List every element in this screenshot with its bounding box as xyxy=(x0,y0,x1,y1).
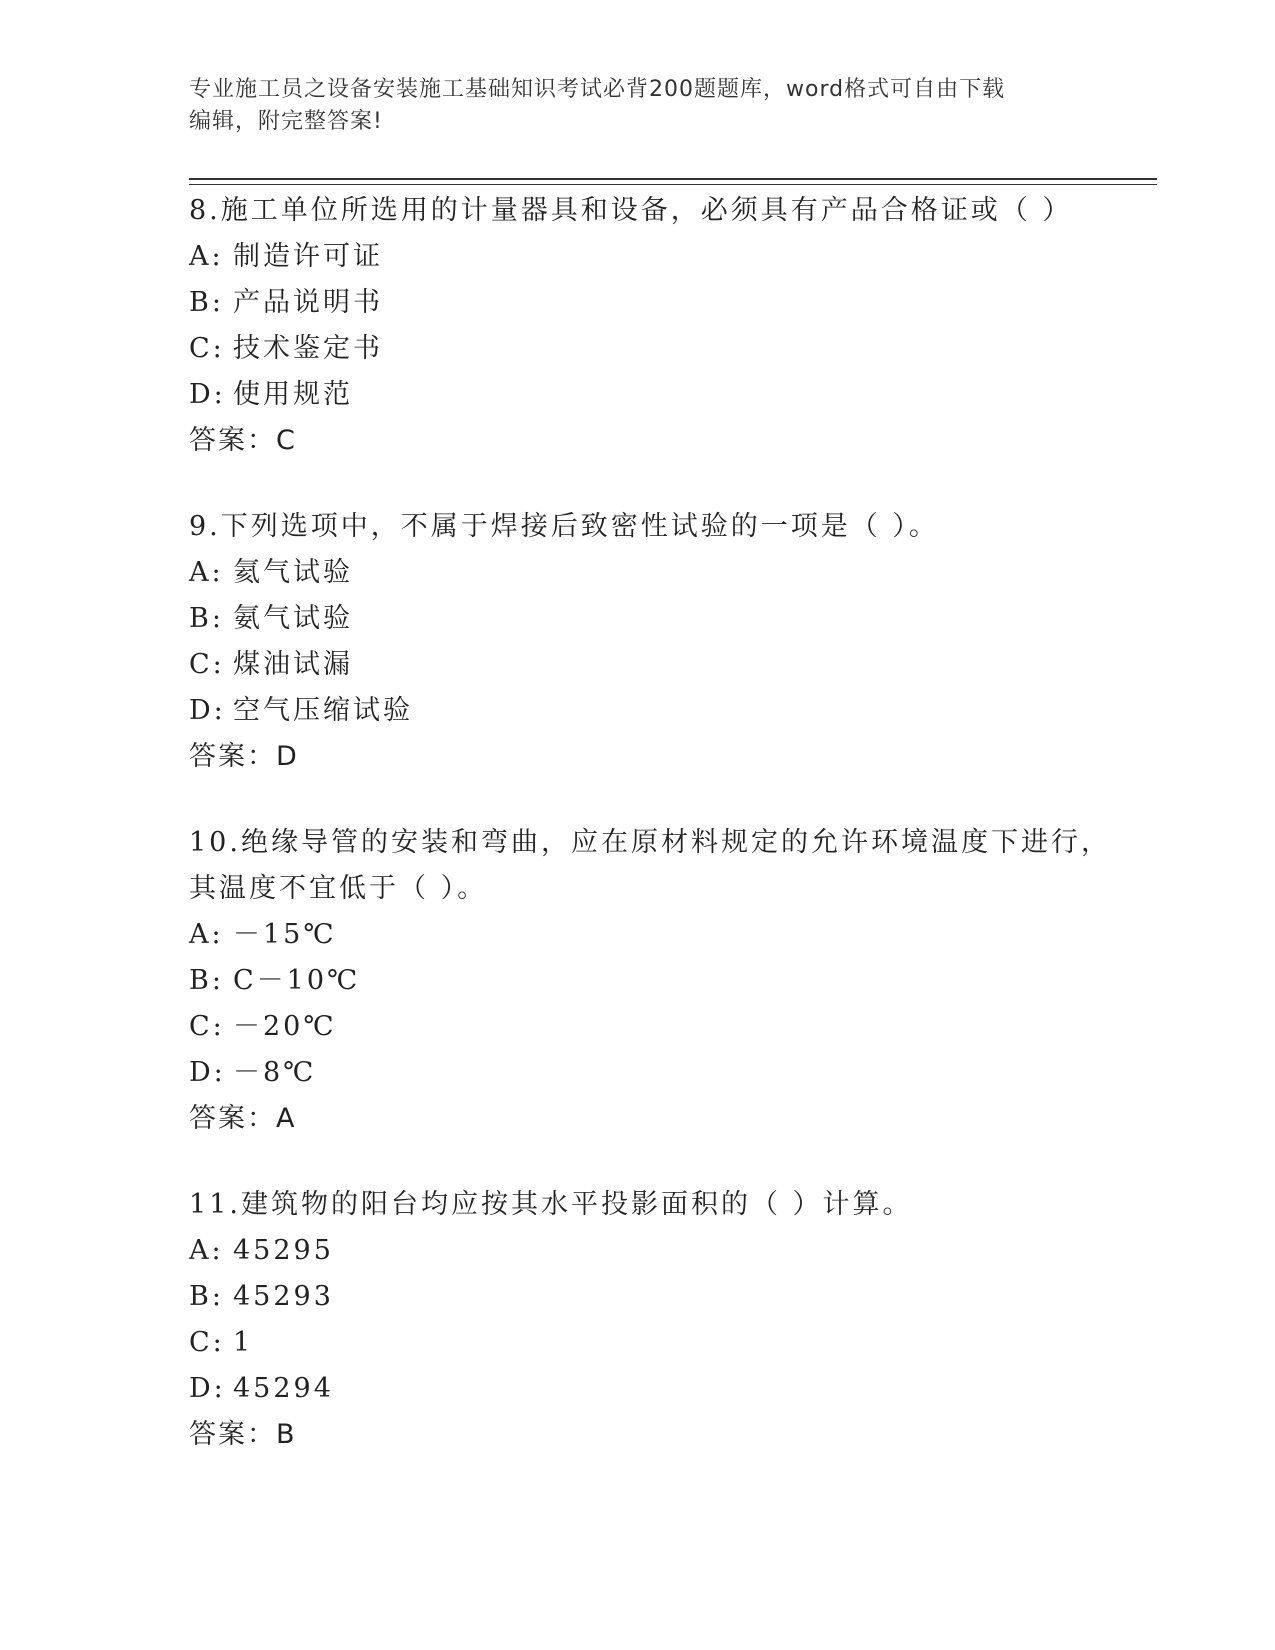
option-text: 制造许可证 xyxy=(233,241,383,272)
header-line-2: 编辑，附完整答案! xyxy=(189,109,383,134)
option-letter: D: xyxy=(189,695,226,726)
question-list xyxy=(189,188,1111,1458)
question-item xyxy=(189,188,1089,464)
option-text: 45294 xyxy=(233,1373,334,1404)
question-text: 10.绝缘导管的安装和弯曲，应在原材料规定的允许环境温度下进行， xyxy=(189,827,1111,858)
question-spacer xyxy=(189,1142,1089,1182)
option-letter: B: xyxy=(189,965,224,996)
question-spacer xyxy=(189,464,1089,504)
option-text: －15℃ xyxy=(233,919,337,950)
option-b xyxy=(189,1274,1089,1320)
option-b xyxy=(189,596,1089,642)
question-item xyxy=(189,820,1111,1142)
answer-line: 答案：D xyxy=(189,741,299,772)
header-rule-thick xyxy=(189,178,1157,180)
option-a xyxy=(189,234,1089,280)
question-spacer xyxy=(189,780,1089,820)
option-b xyxy=(189,958,1089,1004)
answer-line: 答案：A xyxy=(189,1103,297,1134)
option-letter: D: xyxy=(189,1373,226,1404)
option-text: 1 xyxy=(233,1327,254,1358)
question-text-continued: 其温度不宜低于（ ）。 xyxy=(189,873,488,904)
option-letter: C: xyxy=(189,1327,225,1358)
option-d xyxy=(189,1366,1089,1412)
option-d xyxy=(189,372,1089,418)
option-letter: A: xyxy=(189,241,224,272)
option-letter: B: xyxy=(189,603,224,634)
option-a xyxy=(189,912,1089,958)
option-text: －20℃ xyxy=(233,1011,337,1042)
option-letter: B: xyxy=(189,1281,224,1312)
option-text: C－10℃ xyxy=(233,965,361,996)
option-text: 技术鉴定书 xyxy=(233,333,383,364)
option-letter: A: xyxy=(189,919,224,950)
option-c xyxy=(189,326,1089,372)
option-text: 空气压缩试验 xyxy=(233,695,413,726)
option-letter: C: xyxy=(189,649,225,680)
answer-line: 答案：C xyxy=(189,425,297,456)
question-item xyxy=(189,504,1089,780)
header-line-1: 专业施工员之设备安装施工基础知识考试必背200题题库，word格式可自由下载 xyxy=(189,77,1006,102)
option-a xyxy=(189,550,1089,596)
question-item xyxy=(189,1182,1089,1458)
option-letter: D: xyxy=(189,379,226,410)
answer-line: 答案：B xyxy=(189,1419,297,1450)
option-text: 产品说明书 xyxy=(233,287,383,318)
option-letter: C: xyxy=(189,333,225,364)
option-letter: A: xyxy=(189,1235,224,1266)
option-text: 氨气试验 xyxy=(233,603,353,634)
option-text: 45295 xyxy=(233,1235,334,1266)
option-text: 使用规范 xyxy=(233,379,353,410)
question-text: 9.下列选项中，不属于焊接后致密性试验的一项是（ ）。 xyxy=(189,511,939,542)
option-letter: C: xyxy=(189,1011,225,1042)
option-a xyxy=(189,1228,1089,1274)
option-text: －8℃ xyxy=(233,1057,317,1088)
option-b xyxy=(189,280,1089,326)
option-text: 45293 xyxy=(233,1281,334,1312)
option-letter: B: xyxy=(189,287,224,318)
option-c xyxy=(189,1320,1089,1366)
option-d xyxy=(189,688,1089,734)
option-letter: A: xyxy=(189,557,224,588)
header-rule-thin xyxy=(189,184,1157,185)
option-c xyxy=(189,642,1089,688)
option-letter: D: xyxy=(189,1057,226,1088)
document-header xyxy=(189,74,1089,138)
option-d xyxy=(189,1050,1089,1096)
question-text: 11.建筑物的阳台均应按其水平投影面积的（ ）计算。 xyxy=(189,1189,913,1220)
option-text: 煤油试漏 xyxy=(233,649,353,680)
option-text: 氦气试验 xyxy=(233,557,353,588)
option-c xyxy=(189,1004,1089,1050)
question-text: 8.施工单位所选用的计量器具和设备，必须具有产品合格证或（ ） xyxy=(189,195,1073,226)
